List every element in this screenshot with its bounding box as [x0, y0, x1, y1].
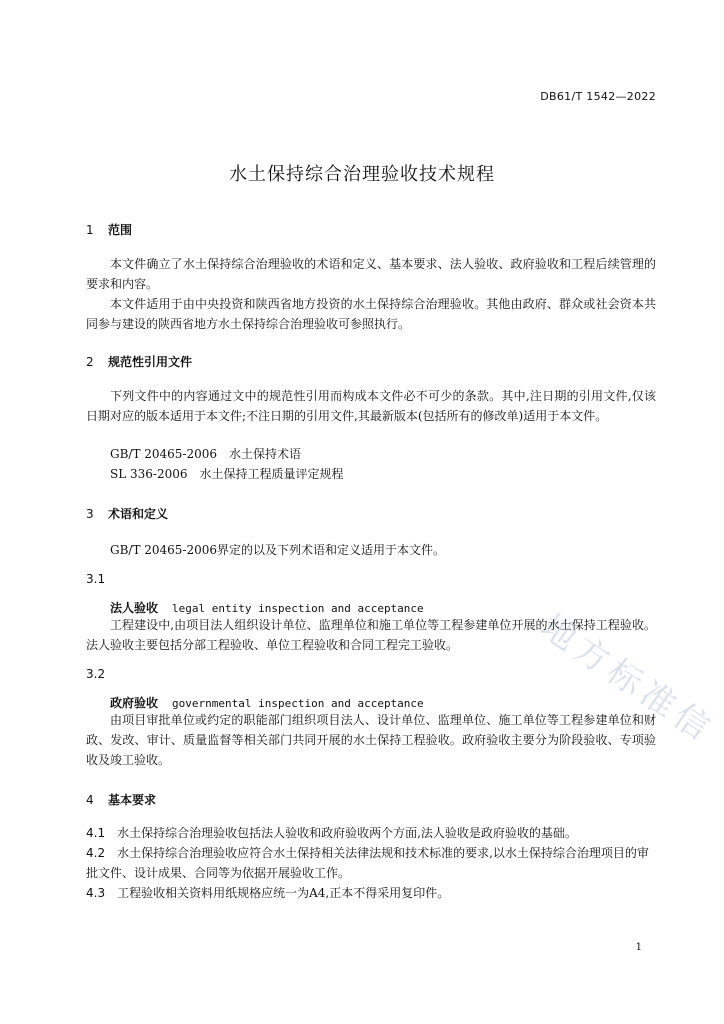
section-3-paragraph-1: GB/T 20465-2006界定的以及下列术语和定义适用于本文件。 [110, 543, 446, 557]
section-2-paragraph-1: 下列文件中的内容通过文中的规范性引用而构成本文件必不可少的条款。其中,注日期的引用文件,仅该日期对应的版本适用于本文件;不注日期的引用文件,其最新版本(包括所有的修改单)适用于本文件。 [86, 389, 656, 423]
section-4-heading [86, 791, 156, 808]
term-en: governmental inspection and acceptance [172, 697, 424, 710]
section-title: 基本要求 [108, 793, 157, 807]
item-text: 水土保持综合治理验收包括法人验收和政府验收两个方面,法人验收是政府验收的基础。 [117, 826, 577, 840]
page-number: 1 [635, 942, 642, 953]
section-number: 1 [86, 223, 94, 237]
section-title: 规范性引用文件 [108, 355, 193, 369]
item-text: 工程验收相关资料用纸规格应统一为A4,正本不得采用复印件。 [117, 886, 450, 900]
document-title: 水土保持综合治理验收技术规程 [229, 164, 495, 185]
section-title: 范围 [108, 223, 133, 237]
reference-2: SL 336-2006 水土保持工程质量评定规程 [110, 467, 344, 481]
section-3-heading [86, 505, 168, 522]
requirement-4-2 [86, 843, 656, 883]
section-number: 4 [86, 793, 94, 807]
term-zh: 法人验收 [110, 601, 159, 615]
section-1-heading [86, 221, 132, 238]
section-number: 2 [86, 355, 94, 369]
watermark: 地方标准信 [533, 606, 722, 752]
item-number: 4.1 [86, 826, 106, 840]
term-3-2-definition: 由项目审批单位或约定的职能部门组织项目法人、设计单位、监理单位、施工单位等工程参建单位和财政、发改、审计、质量监督等相关部门共同开展的水土保持工程验收。政府验收主要分为阶段验收、专项验收及竣工验收。 [86, 713, 656, 767]
document-code: DB61/T 1542—2022 [540, 90, 656, 103]
section-title: 术语和定义 [108, 507, 169, 521]
term-3-1-heading [110, 599, 424, 616]
section-1-paragraph-1: 本文件确立了水土保持综合治理验收的术语和定义、基本要求、法人验收、政府验收和工程后续管理的要求和内容。 [86, 257, 656, 291]
term-zh: 政府验收 [110, 696, 159, 710]
reference-1: GB/T 20465-2006 水土保持术语 [110, 447, 302, 461]
requirement-4-1 [86, 823, 656, 843]
term-3-2-number: 3.2 [86, 667, 106, 681]
term-3-1-number: 3.1 [86, 572, 106, 586]
section-2-heading [86, 353, 192, 370]
item-text: 水土保持综合治理验收应符合水土保持相关法律法规和技术标准的要求,以水土保持综合治理项目的审批文件、设计成果、合同等为依据开展验收工作。 [86, 846, 649, 880]
item-number: 4.2 [86, 846, 106, 860]
item-number: 4.3 [86, 886, 106, 900]
term-3-2-heading [110, 694, 424, 711]
term-en: legal entity inspection and acceptance [172, 602, 424, 615]
requirement-4-3 [86, 883, 656, 903]
term-3-1-definition: 工程建设中,由项目法人组织设计单位、监理单位和施工单位等工程参建单位开展的水土保持工程验收。法人验收主要包括分部工程验收、单位工程验收和合同工程完工验收。 [86, 618, 656, 652]
section-1-paragraph-2: 本文件适用于由中央投资和陕西省地方投资的水土保持综合治理验收。其他由政府、群众或社会资本共同参与建设的陕西省地方水土保持综合治理验收可参照执行。 [86, 297, 656, 331]
section-number: 3 [86, 507, 94, 521]
